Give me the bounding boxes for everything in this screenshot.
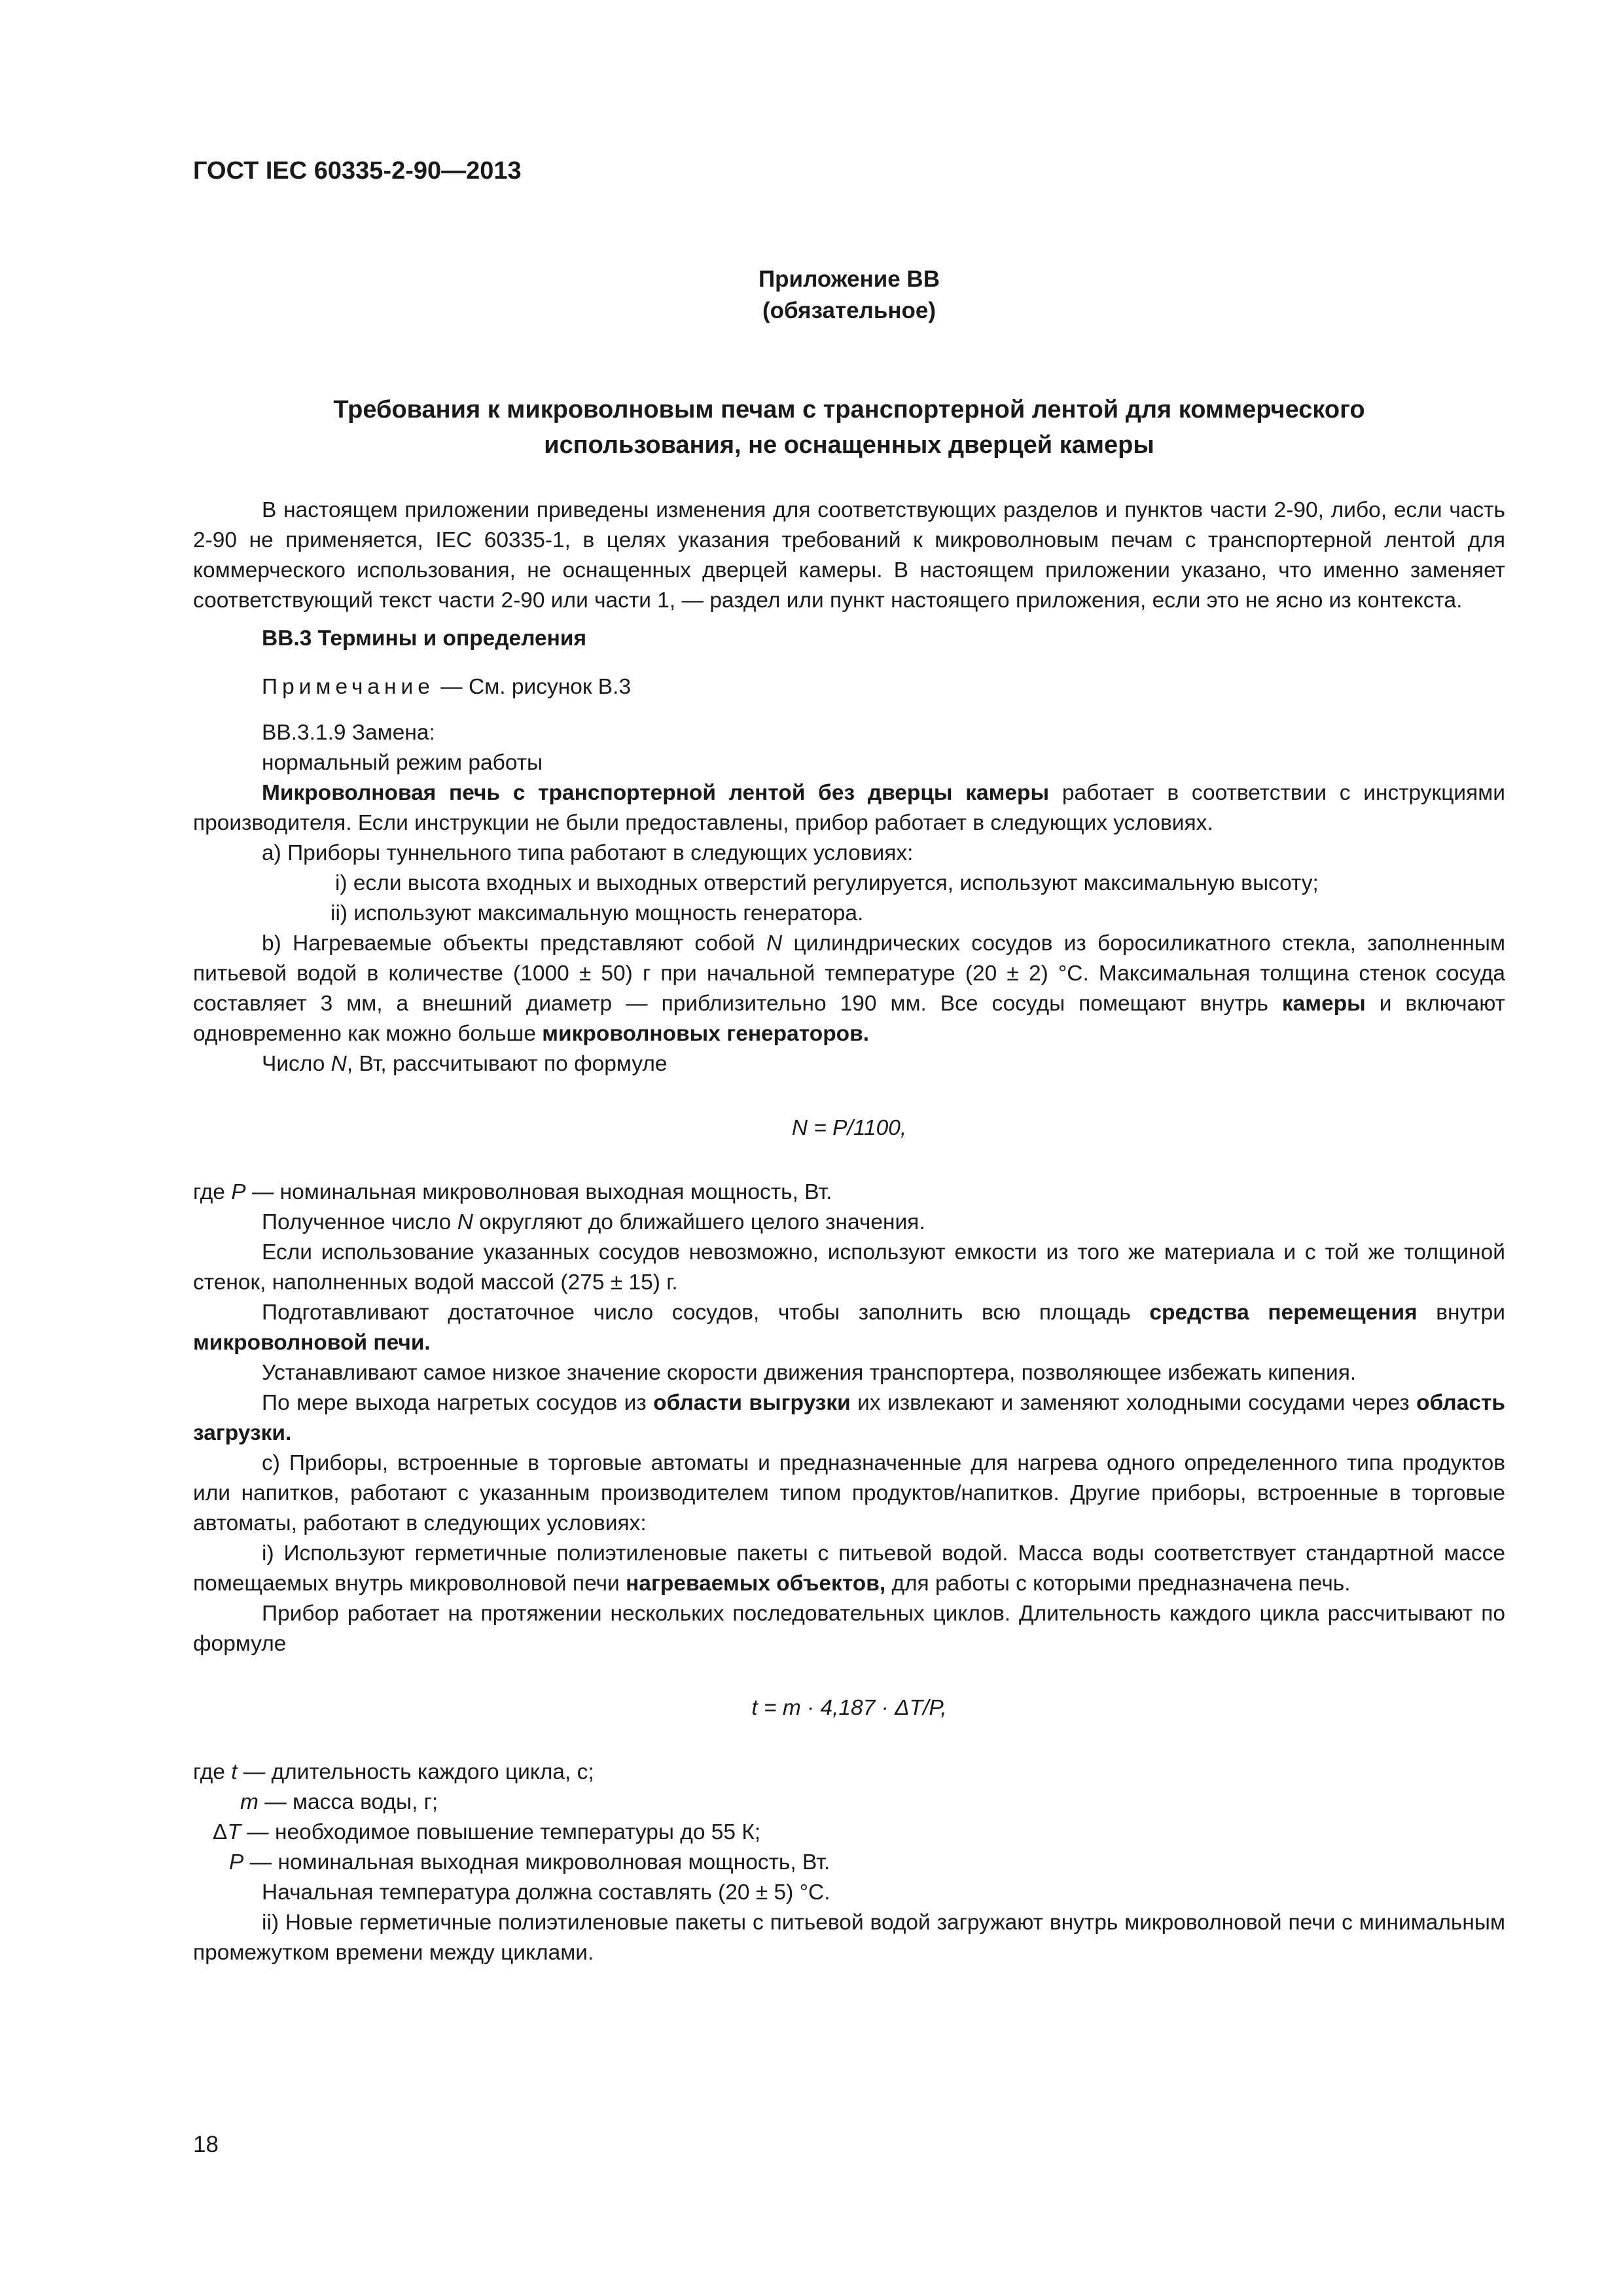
definition-term: Микроволновая печь с транспортерной лентой без дверцы камеры: [262, 781, 1050, 805]
where-p-text: — номинальная микроволновая выходная мощность, Вт.: [245, 1180, 832, 1204]
prepare-text-2: внутри: [1417, 1300, 1505, 1325]
item-b-bold-2: микроволновых генераторов.: [542, 1022, 870, 1046]
intro-paragraph: В настоящем приложении приведены изменения для соответствующих разделов и пунктов части 2-90, либо, если часть 2-90 не применяется, IEC 60335-1, в целях указания требований к микроволновым печам с транспортерной лентой для коммерческого использования, не оснащенных дверцей камеры. В настоящем приложении указано, что именно заменяет соответствующий текст части 2-90 или части 1, — раздел или пункт настоящего приложения, если это не ясно из контекста.: [193, 498, 1505, 613]
appendix-title: [206, 392, 1492, 463]
speed-paragraph: Устанавливают самое низкое значение скорости движения транспортера, позволяющее избежать кипения.: [262, 1361, 1357, 1385]
title-line-1: Требования к микроволновым печам с транспортерной лентой для коммерческого: [333, 396, 1365, 423]
rounding-variable: N: [457, 1210, 473, 1234]
title-line-2: использования, не оснащенных дверцей камеры: [544, 431, 1154, 459]
item-b-text-2: цилиндрических сосудов из боросиликатного стекла, заполненным питьевой водой в количестве (1000 ± 50) г при начальной температуре (20 ± 2) °С. Максимальная толщина стенок сосуда составляет 3 мм, а внешний диаметр — приблизительно 190 мм. Все сосуды помещают внутрь: [193, 931, 1505, 1016]
item-a: a) Приборы туннельного типа работают в следующих условиях:: [262, 841, 914, 865]
prepare-bold-1: средства перемещения: [1149, 1300, 1418, 1325]
where-text: — необходимое повышение температуры до 55 К;: [240, 1820, 761, 1844]
calc-n-line: [193, 1049, 1505, 1079]
unload-text-2: их извлекают и заменяют холодными сосудами через: [850, 1391, 1417, 1415]
document-code: ГОСТ IEC 60335-2-90—2013: [193, 157, 522, 185]
where-text: — длительность каждого цикла, с;: [237, 1760, 594, 1784]
item-b-text-1: b) Нагреваемые объекты представляют собой: [262, 931, 766, 956]
appendix-label: Приложение ВВ: [758, 266, 940, 292]
unload-text-1: По мере выхода нагретых сосудов из: [262, 1391, 654, 1415]
where-text: — масса воды, г;: [258, 1790, 438, 1814]
formula-t: t = m · 4,187 · ΔT/P,: [751, 1696, 947, 1720]
calc-n-text-1: Число: [262, 1052, 331, 1076]
item-c-i-text-2: для работы с которыми предназначена печь.: [885, 1571, 1351, 1596]
prepare-paragraph: [193, 1298, 1505, 1358]
where-variable: t: [231, 1760, 238, 1784]
section-heading: ВВ.3 Термины и определения: [262, 626, 587, 651]
item-b-text-3: и включают одновременно как можно больше: [193, 992, 1505, 1046]
start-temp-line: Начальная температура должна составлять (20 ± 5) °С.: [262, 1880, 830, 1905]
where-p-prefix: где: [193, 1180, 232, 1204]
where-m-item: [193, 1787, 1505, 1818]
unload-paragraph: [193, 1388, 1505, 1448]
unload-bold-2: область загрузки.: [193, 1391, 1505, 1445]
calc-n-text-2: , Вт, рассчитывают по формуле: [346, 1052, 668, 1076]
item-a-ii: ii) используют максимальную мощность генератора.: [330, 901, 864, 925]
where-t-list: [193, 1757, 1505, 1878]
where-p-variable: P: [231, 1180, 246, 1204]
where-p-line: [193, 1177, 1505, 1208]
prepare-text-1: Подготавливают достаточное число сосудов, чтобы заполнить всю площадь: [262, 1300, 1150, 1325]
cycles-paragraph: Прибор работает на протяжении нескольких последовательных циклов. Длительность каждого цикла рассчитывают по формуле: [193, 1602, 1505, 1656]
definition-paragraph: [193, 778, 1505, 838]
where-variable: P: [229, 1850, 244, 1874]
where-prefix: Δ: [213, 1820, 228, 1844]
clause-number: ВВ.3.1.9 Замена:: [262, 721, 435, 745]
item-b-bold-1: камеры: [1281, 992, 1366, 1016]
note-label: Примечание: [262, 675, 435, 699]
note: [193, 672, 1505, 702]
definition-text: работает в соответствии с инструкциями производителя. Если инструкции не были предоставлены, прибор работает в следующих условиях.: [193, 781, 1505, 835]
item-c-i: [193, 1539, 1505, 1599]
where-t-item: [193, 1757, 1505, 1787]
rounding-text-2: округляют до ближайшего целого значения.: [473, 1210, 925, 1234]
note-text: — См. рисунок В.3: [434, 675, 632, 699]
appendix-status: (обязательное): [762, 298, 936, 323]
document-page: [193, 157, 1505, 1968]
unload-bold-1: области выгрузки: [653, 1391, 851, 1415]
appendix-heading: [193, 264, 1505, 327]
item-c-i-bold: нагреваемых объектов,: [626, 1571, 886, 1596]
document-body: [193, 495, 1505, 1968]
item-c-i-text-1: i) Используют герметичные полиэтиленовые пакеты с питьевой водой. Масса воды соответствует стандартной массе помещаемых внутрь микроволновой печи: [193, 1541, 1505, 1596]
rounding-text-1: Полученное число: [262, 1210, 457, 1234]
where-variable: T: [227, 1820, 241, 1844]
clause-term: нормальный режим работы: [262, 751, 543, 775]
where-p2-item: [193, 1848, 1505, 1878]
where-text: — номинальная выходная микроволновая мощность, Вт.: [243, 1850, 830, 1874]
item-b: [193, 929, 1505, 1049]
prepare-bold-2: микроволновой печи.: [193, 1331, 431, 1355]
rounding-line: [193, 1208, 1505, 1238]
where-deltat-item: [193, 1818, 1505, 1848]
page-number: 18: [193, 2132, 219, 2157]
where-prefix: где: [193, 1760, 232, 1784]
alt-containers-paragraph: Если использование указанных сосудов невозможно, используют емкости из того же материала и с той же толщиной стенок, наполненных водой массой (275 ± 15) г.: [193, 1240, 1505, 1295]
where-variable: m: [240, 1790, 259, 1814]
item-a-i: i) если высота входных и выходных отверстий регулируется, используют максимальную высоту;: [335, 871, 1319, 895]
item-c: c) Приборы, встроенные в торговые автоматы и предназначенные для нагрева одного определенного типа продуктов или напитков, работают с указанным производителем типом продуктов/напитков. Другие приборы, встроенные в торговые автоматы, работают в следующих условиях:: [193, 1451, 1505, 1535]
item-b-variable: N: [766, 931, 783, 956]
calc-n-variable: N: [330, 1052, 347, 1076]
formula-n: N = P/1100,: [791, 1116, 907, 1140]
item-c-ii: ii) Новые герметичные полиэтиленовые пакеты с питьевой водой загружают внутрь микроволновой печи с минимальным промежутком времени между циклами.: [193, 1910, 1505, 1965]
